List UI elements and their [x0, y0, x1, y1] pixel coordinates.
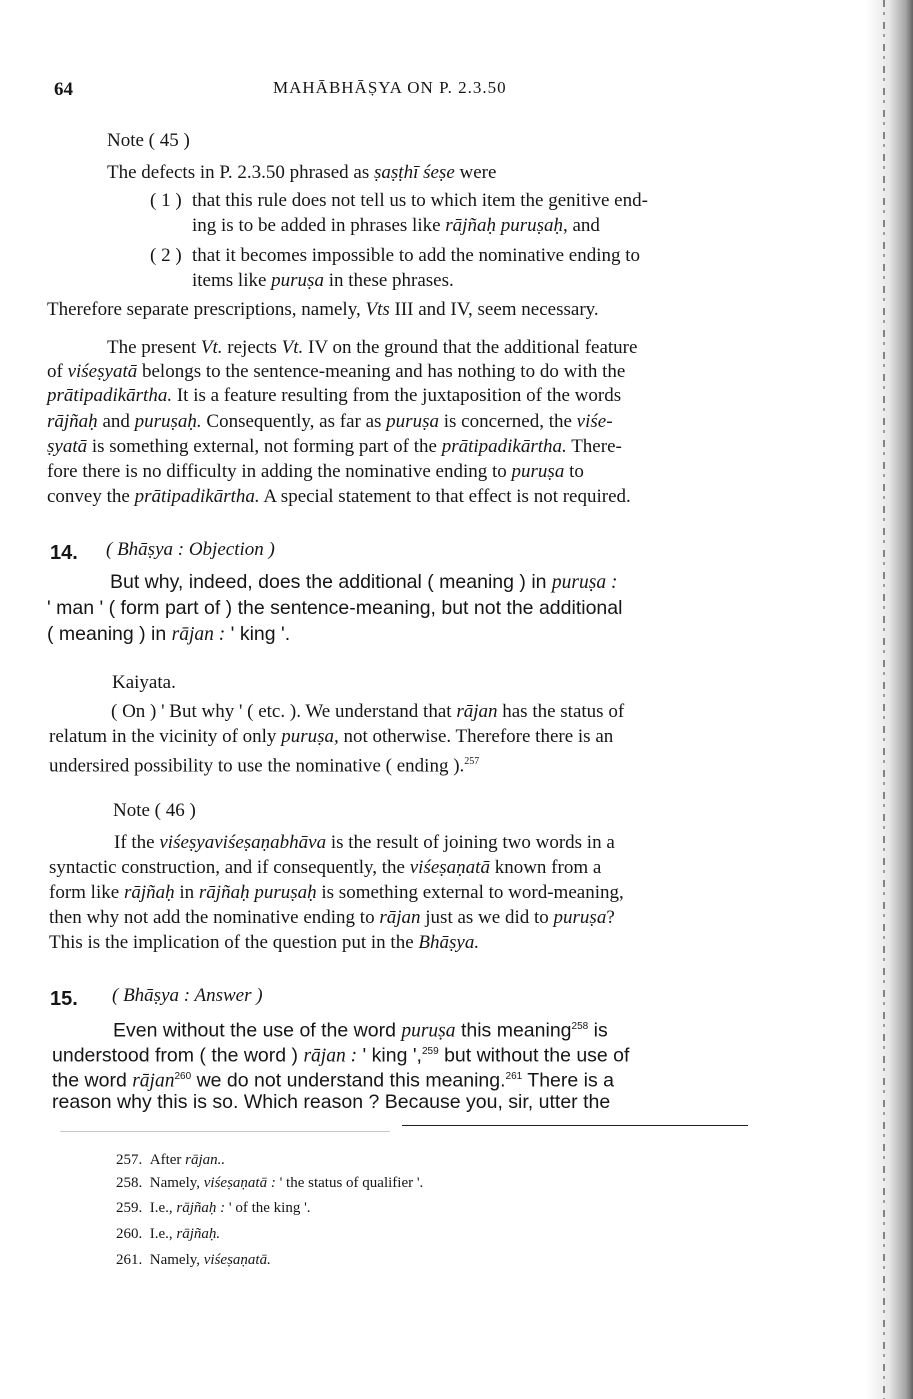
- page-number: 64: [54, 79, 73, 100]
- note-46-line: form like rājñaḥ in rājñaḥ puruṣaḥ is something external to word-meaning,: [49, 882, 624, 903]
- paragraph-line: ṣyatā is something external, not forming part of the prātipadikārtha. There-: [47, 436, 622, 457]
- footnote-259: 259. I.e., rājñaḥ : ' of the king '.: [116, 1200, 311, 1216]
- list-item-2-line-1: that it becomes impossible to add the nominative ending to: [192, 245, 641, 266]
- kaiyata-line: undersired possibility to use the nominative ( ending ).$^{257}$: [49, 755, 480, 777]
- paragraph-line: convey the prātipadikārtha. A special statement to that effect is not required.: [47, 486, 631, 507]
- footnote-258: 258. Namely, viśeṣaṇatā : ' the status of qualifier '.: [116, 1175, 424, 1191]
- paragraph-line: The present Vt. rejects Vt. IV on the ground that the additional feature: [107, 337, 638, 358]
- kaiyata-title: Kaiyata.: [112, 672, 176, 693]
- paragraph-line: of viśeṣyatā belongs to the sentence-meaning and has nothing to do with the: [47, 361, 626, 382]
- footnote-rule: [402, 1125, 748, 1126]
- note-46-line: syntactic construction, and if consequently, the viśeṣaṇatā known from a: [49, 857, 602, 878]
- footnote-rule-faint: [60, 1131, 390, 1132]
- answer-line: Even without the use of the word puruṣa this meaning$^{258}$ is: [113, 1019, 608, 1042]
- section-14-number: 14.: [50, 542, 78, 564]
- list-item-1-number: ( 1 ): [150, 190, 182, 211]
- answer-line: reason why this is so. Which reason ? Because you, sir, utter the: [52, 1091, 611, 1113]
- list-item-1-line-1: that this rule does not tell us to which item the genitive end-: [192, 190, 648, 211]
- note-46-line: This is the implication of the question put in the Bhāṣya.: [49, 932, 480, 953]
- note-46-title: Note ( 46 ): [113, 800, 196, 821]
- list-item-1-line-2: ing is to be added in phrases like rājñaḥ puruṣaḥ, and: [192, 215, 600, 236]
- bhasya-line: But why, indeed, does the additional ( meaning ) in puruṣa :: [110, 571, 618, 593]
- list-item-2-line-2: items like puruṣa in these phrases.: [192, 270, 454, 291]
- kaiyata-line: ( On ) ' But why ' ( etc. ). We understand that rājan has the status of: [111, 701, 625, 722]
- note-45-title: Note ( 45 ): [107, 130, 190, 151]
- bhasya-line: ' man ' ( form part of ) the sentence-meaning, but not the additional: [47, 597, 623, 619]
- therefore-line: Therefore separate prescriptions, namely, Vts III and IV, seem necessary.: [47, 299, 599, 320]
- note-46-line: then why not add the nominative ending to rājan just as we did to puruṣa?: [49, 907, 615, 928]
- footnote-257: 257. After rājan..: [116, 1152, 226, 1168]
- section-15-number: 15.: [50, 988, 78, 1010]
- running-head: MAHĀBHĀṢYA ON P. 2.3.50: [273, 78, 507, 97]
- answer-line: understood from ( the word ) rājan : ' king ',$^{259}$ but without the use of: [52, 1044, 630, 1067]
- kaiyata-line: relatum in the vicinity of only puruṣa, not otherwise. Therefore there is an: [49, 726, 614, 747]
- footnote-261: 261. Namely, viśeṣaṇatā.: [116, 1252, 271, 1268]
- note-45-intro: The defects in P. 2.3.50 phrased as ṣaṣṭhī śeṣe were: [107, 162, 497, 183]
- footnote-260: 260. I.e., rājñaḥ.: [116, 1226, 221, 1242]
- answer-line: the word rājan$^{260}$ we do not understand this meaning.$^{261}$ There is a: [52, 1069, 615, 1092]
- paragraph-line: rājñaḥ and puruṣaḥ. Consequently, as far as puruṣa is concerned, the viśe-: [47, 411, 613, 432]
- scanned-page-edge: [865, 0, 913, 1399]
- page-edge-shadow: [883, 0, 885, 1399]
- section-14-heading: ( Bhāṣya : Objection ): [106, 539, 275, 560]
- section-15-heading: ( Bhāṣya : Answer ): [112, 985, 263, 1006]
- bhasya-line: ( meaning ) in rājan : ' king '.: [47, 623, 291, 645]
- list-item-2-number: ( 2 ): [150, 245, 182, 266]
- paragraph-line: prātipadikārtha. It is a feature resulting from the juxtaposition of the words: [47, 385, 622, 406]
- paragraph-line: fore there is no difficulty in adding the nominative ending to puruṣa to: [47, 461, 584, 482]
- note-46-line: If the viśeṣyaviśeṣaṇabhāva is the result of joining two words in a: [114, 832, 615, 853]
